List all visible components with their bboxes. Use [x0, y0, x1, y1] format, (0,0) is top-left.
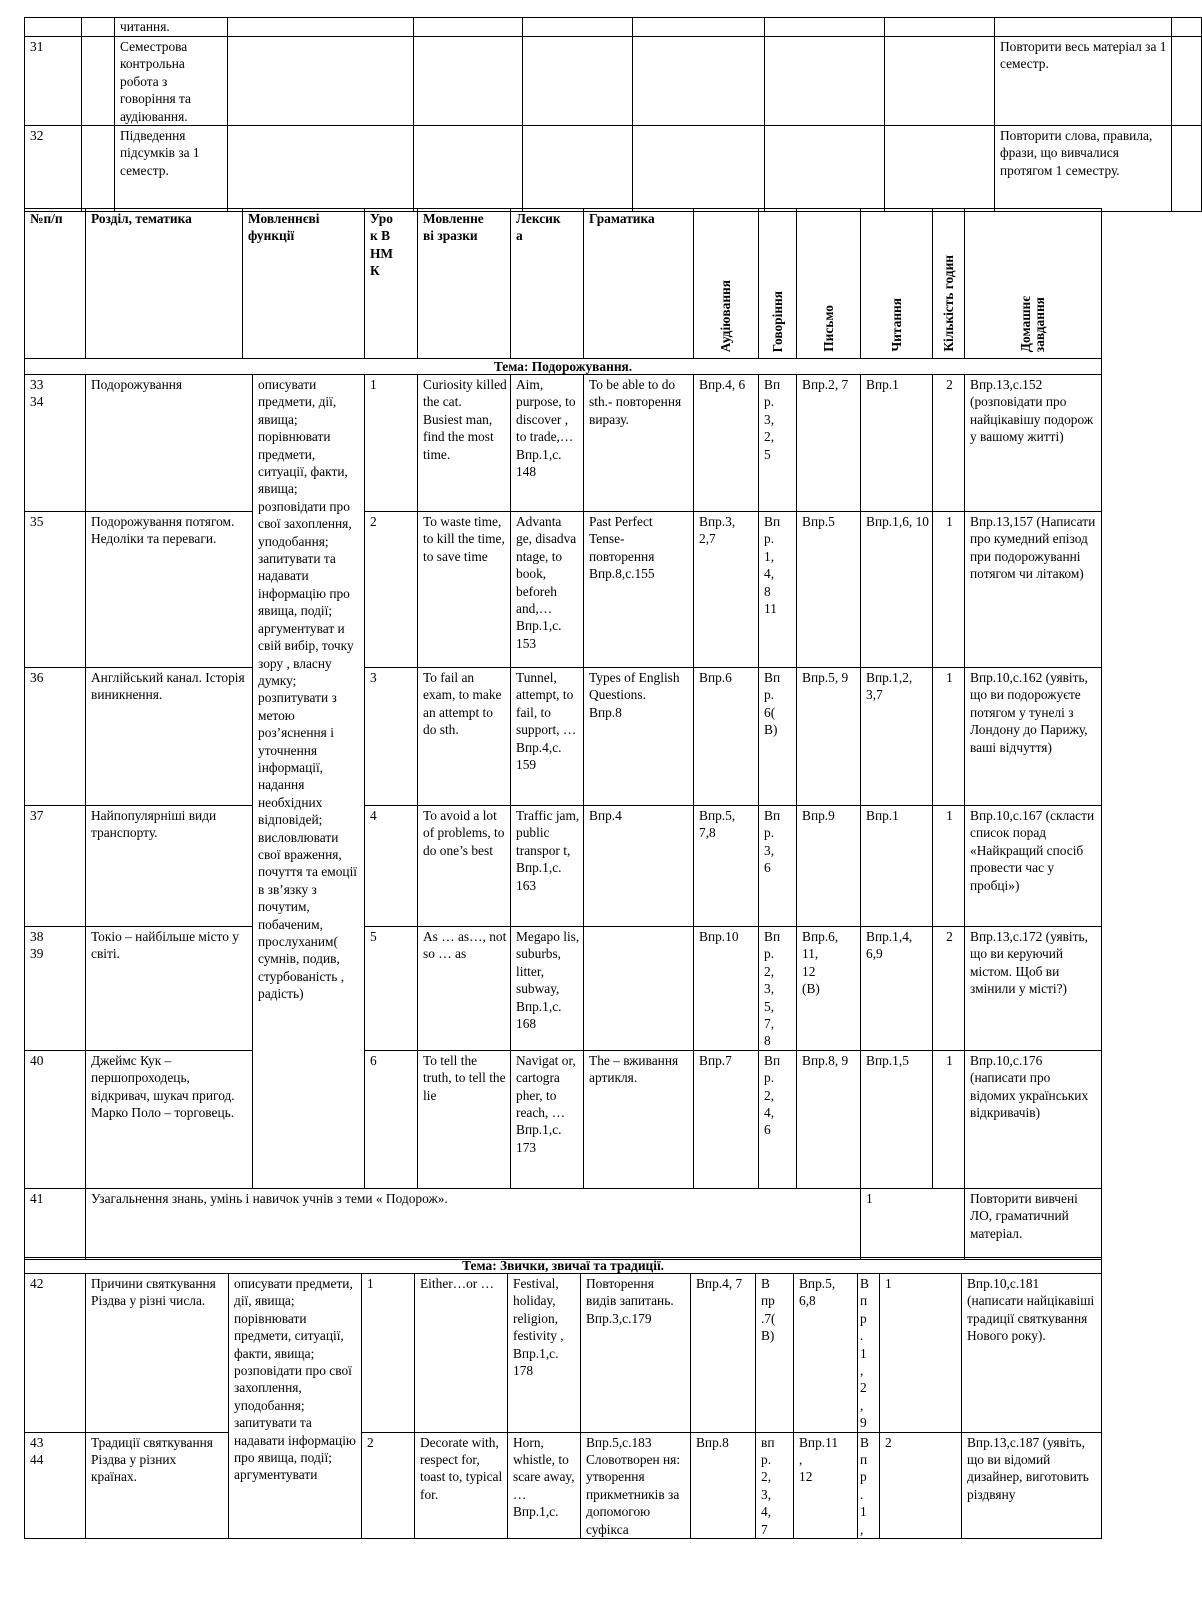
- cell-num: 33 34: [25, 375, 86, 512]
- cell-num: 41: [25, 1188, 86, 1259]
- cell-listening: Впр.4, 7: [691, 1274, 756, 1433]
- cell-topic: Токіо – найбільше місто у світі.: [86, 927, 253, 1051]
- cell-topic: Традиції святкування Різдва у різних країнах.: [86, 1432, 229, 1538]
- cell-writing: Впр.11 , 12: [794, 1432, 858, 1538]
- cell-num: 35: [25, 512, 86, 668]
- cell-grammar: Types of English Questions. Впр.8: [584, 668, 694, 806]
- table-row: [25, 512, 1102, 668]
- cell-lesson: 3: [365, 668, 418, 806]
- cell-reading: В п р . 1 , 2 , 9: [858, 1274, 880, 1433]
- cell-lesson: 4: [365, 806, 418, 927]
- cell-homework: Повторити слова, правила, фрази, що вивчалися протягом 1 семестру.: [995, 126, 1172, 212]
- cell-reading: Впр.1: [861, 375, 933, 512]
- cell-speaking: Вп р. 2, 4, 6: [759, 1050, 797, 1188]
- table-row: [25, 927, 1102, 1051]
- cell-writing: Впр.2, 7: [797, 375, 861, 512]
- cell-lesson: 6: [365, 1050, 418, 1188]
- cell-lexis: Megapo lis, suburbs, litter, subway, Впр.1,с. 168: [511, 927, 584, 1051]
- cell-num: [25, 18, 82, 37]
- cell-samples: Either…or …: [415, 1274, 508, 1433]
- cell-lexis: Traffic jam, public transpor t, Впр.1,с. 163: [511, 806, 584, 927]
- cell-lexis: Tunnel, attempt, to fail, to support, … Впр.4,с. 159: [511, 668, 584, 806]
- cell-num: 32: [25, 126, 82, 212]
- cell-topic: Подорожування потягом. Недоліки та переваги.: [86, 512, 253, 668]
- cell-topic: Подорожування: [86, 375, 253, 512]
- cell-reading: Впр.1,6, 10: [861, 512, 933, 668]
- plan-table-travel: [24, 208, 1102, 1260]
- cell-homework: Впр.13,с.152 (розповідати про найцікавішу подорож у вашому житті): [965, 375, 1102, 512]
- cell-samples: As … as…, not so … as: [418, 927, 511, 1051]
- cell-listening: Впр.3, 2,7: [694, 512, 759, 668]
- header-reading: Читання: [861, 209, 933, 359]
- table-row: [25, 126, 1202, 212]
- cell-num: 36: [25, 668, 86, 806]
- cell-hours: 1: [880, 1274, 962, 1433]
- cell-speaking: Вп р. 2, 3, 5, 7, 8: [759, 927, 797, 1051]
- cell-homework: [995, 18, 1172, 37]
- table-row: [25, 1432, 1102, 1538]
- cell-writing: Впр.5: [797, 512, 861, 668]
- top-table: [24, 17, 1202, 212]
- cell-speaking: Вп р. 6( В): [759, 668, 797, 806]
- cell-homework: Впр.10,с.162 (уявіть, що ви подорожуєте потягом у тунелі з Лондону до Парижу, ваші відчуття): [965, 668, 1102, 806]
- header-num: №п/п: [25, 209, 86, 359]
- cell-hours: 1: [933, 668, 965, 806]
- cell-writing: Впр.5, 9: [797, 668, 861, 806]
- theme-title: Тема: Звички, звичаї та традиції.: [25, 1258, 1102, 1274]
- header-lexis: Лексик а: [511, 209, 584, 359]
- cell-num: 40: [25, 1050, 86, 1188]
- cell-grammar: The – вживання артикля.: [584, 1050, 694, 1188]
- table-row: [25, 1274, 1102, 1433]
- cell-writing: Впр.6, 11, 12 (В): [797, 927, 861, 1051]
- cell-lexis: Aim, purpose, to discover , to trade,… Впр.1,с. 148: [511, 375, 584, 512]
- cell-hours: 2: [933, 927, 965, 1051]
- cell-listening: Впр.4, 6: [694, 375, 759, 512]
- cell-grammar: Повторення видів запитань. Впр.3,с.179: [581, 1274, 691, 1433]
- cell-reading: Впр.1,2, 3,7: [861, 668, 933, 806]
- table-row: [25, 1050, 1102, 1188]
- cell-topic: Англійський канал. Історія виникнення.: [86, 668, 253, 806]
- cell-lesson: 1: [362, 1274, 415, 1433]
- cell-grammar: Past Perfect Tense- повторення Впр.8,с.155: [584, 512, 694, 668]
- cell-lexis: Festival, holiday, religion, festivity , Впр.1,с. 178: [508, 1274, 581, 1433]
- cell-topic: Підведення підсумків за 1 семестр.: [115, 126, 228, 212]
- cell-samples: Curiosity killed the cat. Busiest man, find the most time.: [418, 375, 511, 512]
- header-samples: Мовленне ві зразки: [418, 209, 511, 359]
- cell-num: 42: [25, 1274, 86, 1433]
- table-row: [25, 806, 1102, 927]
- table-row: [25, 375, 1102, 512]
- cell-reading: Впр.1,4, 6,9: [861, 927, 933, 1051]
- cell-homework: Впр.10,с.176 (написати про відомих українських відкривачів): [965, 1050, 1102, 1188]
- cell-lesson: 2: [365, 512, 418, 668]
- cell-lexis: Horn, whistle, to scare away, … Впр.1,с.: [508, 1432, 581, 1538]
- cell-topic: Семестрова контрольна робота з говоріння та аудіювання.: [115, 37, 228, 126]
- cell-homework: Впр.13,с.187 (уявіть, що ви відомий дизайнер, виготовить різдвяну: [962, 1432, 1102, 1538]
- cell-hours: 1: [933, 1050, 965, 1188]
- cell-grammar: Впр.5,с.183 Словотворен ня: утворення прикметників за допомогою суфікса: [581, 1432, 691, 1538]
- cell-functions: описувати предмети, дії, явища; порівнювати предмети, ситуації, факти, явища; розповідати про свої захоплення, уподобання; запитувати та надавати інформацію про явища, події; аргументувати: [229, 1274, 362, 1539]
- cell-topic: читання.: [115, 18, 228, 37]
- cell-speaking: Вп р. 1, 4, 8 11: [759, 512, 797, 668]
- cell-listening: Впр.8: [691, 1432, 756, 1538]
- cell-samples: To avoid a lot of problems, to do one’s best: [418, 806, 511, 927]
- header-functions: Мовленнєві функції: [243, 209, 365, 359]
- header-topic: Розділ, тематика: [86, 209, 243, 359]
- cell-writing: Впр.9: [797, 806, 861, 927]
- cell-homework: Повторити вивчені ЛО, граматичний матеріал.: [965, 1188, 1102, 1259]
- cell-lesson: 2: [362, 1432, 415, 1538]
- cell-num: 38 39: [25, 927, 86, 1051]
- cell-speaking: В пр .7( В): [756, 1274, 794, 1433]
- cell-topic: Причини святкування Різдва у різні числа.: [86, 1274, 229, 1433]
- cell-listening: Впр.5, 7,8: [694, 806, 759, 927]
- cell-listening: Впр.6: [694, 668, 759, 806]
- cell-functions: описувати предмети, дії, явища; порівнювати предмети, ситуації, факти, явища; розповідати про свої захоплення, уподобання; запитувати та надавати інформацію про явища, події; аргументуват и свій вибір, точку зору , власну думку; розпитувати з метою роз’яснення і уточнення інформації, надання необхідних відповідей; висловлювати свої враження, почуття та емоції в зв’язку з почутим, побаченим, прослуханим( сумнів, подив, стурбованість , радість): [253, 375, 365, 1189]
- cell-speaking: вп р. 2, 3, 4, 7: [756, 1432, 794, 1538]
- cell-homework: Впр.13,157 (Написати про кумедний епізод при подорожуванні потягом чи літаком): [965, 512, 1102, 668]
- cell-hours: 1: [933, 512, 965, 668]
- cell-grammar: To be able to do sth.- повторення виразу.: [584, 375, 694, 512]
- cell-reading: Впр.1,5: [861, 1050, 933, 1188]
- cell-homework: Повторити весь матеріал за 1 семестр.: [995, 37, 1172, 126]
- cell-listening: Впр.10: [694, 927, 759, 1051]
- cell-writing: Впр.5, 6,8: [794, 1274, 858, 1433]
- header-homework: Домашнє завдання: [965, 209, 1102, 359]
- table-row: [25, 18, 1202, 37]
- cell-topic: Найпопулярніші види транспорту.: [86, 806, 253, 927]
- theme-row: [25, 359, 1102, 375]
- cell-samples: Decorate with, respect for, toast to, typical for.: [415, 1432, 508, 1538]
- cell-grammar: Впр.4: [584, 806, 694, 927]
- cell-hours: 1: [861, 1188, 965, 1259]
- cell-hours: 1: [933, 806, 965, 927]
- cell-summary-text: Узагальнення знань, умінь і навичок учнів з теми « Подорож».: [86, 1188, 861, 1259]
- header-lesson: Уро к В НМ К: [365, 209, 418, 359]
- table-row: [25, 668, 1102, 806]
- table-header: [25, 209, 1102, 359]
- cell-speaking: Вп р. 3, 6: [759, 806, 797, 927]
- cell-listening: Впр.7: [694, 1050, 759, 1188]
- cell-samples: To tell the truth, to tell the lie: [418, 1050, 511, 1188]
- table-row: [25, 37, 1202, 126]
- cell-samples: To waste time, to kill the time, to save time: [418, 512, 511, 668]
- cell-num: 31: [25, 37, 82, 126]
- cell-lesson: 5: [365, 927, 418, 1051]
- cell-homework: Впр.10,с.167 (скласти список порад «Найкращий спосіб провести час у пробці»): [965, 806, 1102, 927]
- cell-reading: Впр.1: [861, 806, 933, 927]
- cell-samples: To fail an exam, to make an attempt to do sth.: [418, 668, 511, 806]
- cell-homework: Впр.13,с.172 (уявіть, що ви керуючий містом. Щоб ви змінили у місті?): [965, 927, 1102, 1051]
- theme-title: Тема: Подорожування.: [25, 359, 1102, 375]
- header-grammar: Граматика: [584, 209, 694, 359]
- header-listening: Аудіювання: [694, 209, 759, 359]
- cell-grammar: [584, 927, 694, 1051]
- cell-writing: Впр.8, 9: [797, 1050, 861, 1188]
- cell-hours: 2: [933, 375, 965, 512]
- cell-lesson: 1: [365, 375, 418, 512]
- theme-row: [25, 1258, 1102, 1274]
- cell-num: 43 44: [25, 1432, 86, 1538]
- header-hours: Кількість годин: [933, 209, 965, 359]
- cell-num: 37: [25, 806, 86, 927]
- header-speaking: Говоріння: [759, 209, 797, 359]
- summary-row: [25, 1188, 1102, 1259]
- cell-homework: Впр.10,с.181 (написати найцікавіші традиції святкування Нового року).: [962, 1274, 1102, 1433]
- cell-lexis: Advanta ge, disadva ntage, to book, beforeh and,… Впр.1,с. 153: [511, 512, 584, 668]
- cell-reading: В п р . 1 ,: [858, 1432, 880, 1538]
- cell-topic: Джеймс Кук – першопроходець, відкривач, шукач пригод. Марко Поло – торговець.: [86, 1050, 253, 1188]
- header-writing: Письмо: [797, 209, 861, 359]
- cell-speaking: Вп р. 3, 2, 5: [759, 375, 797, 512]
- cell-lexis: Navigat or, cartogra pher, to reach, … Впр.1,с. 173: [511, 1050, 584, 1188]
- cell-hours: 2: [880, 1432, 962, 1538]
- plan-table-traditions: [24, 1257, 1102, 1539]
